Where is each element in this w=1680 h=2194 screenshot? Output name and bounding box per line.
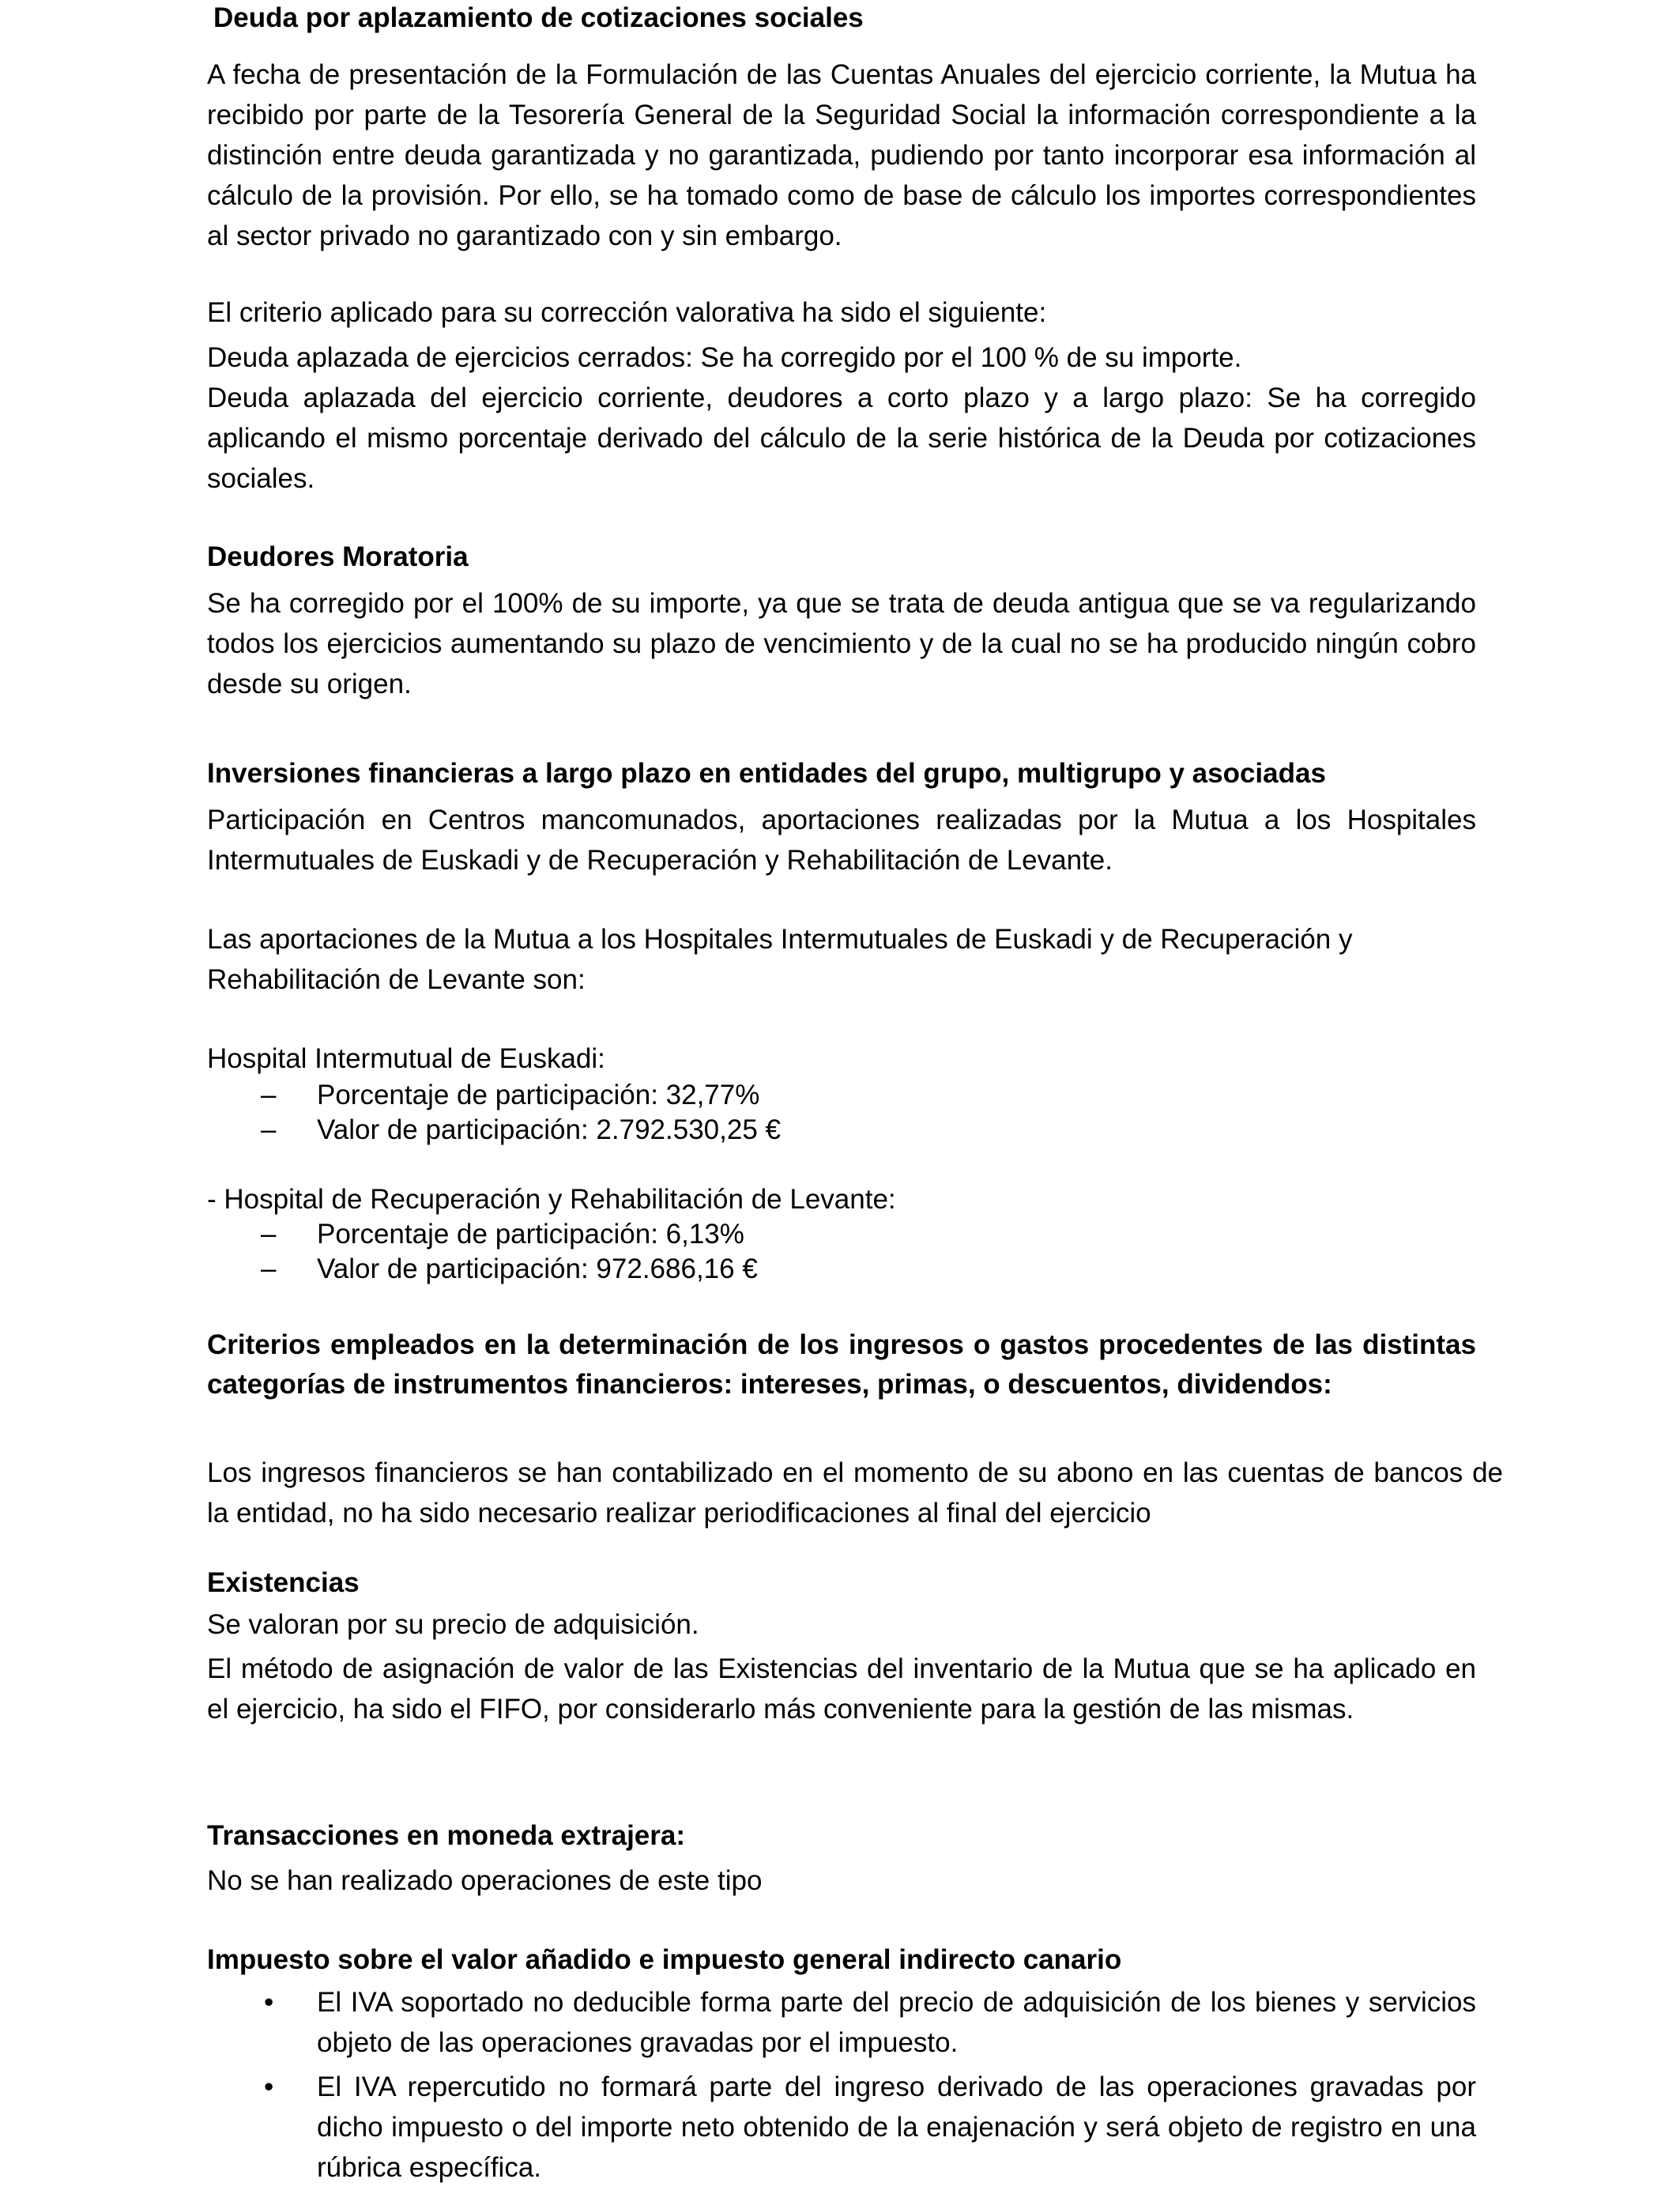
section-title: Impuesto sobre el valor añadido e impuesto general indirecto canario bbox=[207, 1944, 1122, 1975]
hospital2-list bbox=[207, 1217, 1492, 1287]
hospital-name: Hospital Intermutual de Euskadi: bbox=[207, 1043, 605, 1074]
paragraph: Deuda aplazada de ejercicios cerrados: Se ha corregido por el 100 % de su importe. bbox=[207, 342, 1242, 373]
section-title: Deuda por aplazamiento de cotizaciones sociales bbox=[213, 2, 864, 33]
paragraph: El criterio aplicado para su corrección valorativa ha sido el siguiente: bbox=[207, 297, 1047, 328]
list-item: – Porcentaje de participación: 32,77% bbox=[207, 1078, 1492, 1113]
list-item: – Valor de participación: 972.686,16 € bbox=[207, 1252, 1492, 1287]
hospital-name: - Hospital de Recuperación y Rehabilitación de Levante: bbox=[207, 1184, 896, 1215]
section-title: Deudores Moratoria bbox=[207, 541, 469, 572]
section-title: Criterios empleados en la determinación de los ingresos o gastos procedentes de las distintas categorías de instrumentos financieros: intereses, primas, o descuentos, dividendos: bbox=[207, 1329, 1476, 1400]
paragraph: A fecha de presentación de la Formulación de las Cuentas Anuales del ejercicio corriente, la Mutua ha recibido por parte de la Tesorería General de la Seguridad Social la información correspondiente a la distinción entre deuda garantizada y no garantizada, pudiendo por tanto incorporar esa información al cálculo de la provisión. Por ello, se ha tomado como de base de cálculo los importes correspondientes al sector privado no garantizado con y sin embargo. bbox=[207, 59, 1476, 251]
section-title: Transacciones en moneda extrajera: bbox=[207, 1820, 685, 1851]
dash-marker: – bbox=[261, 1219, 277, 1250]
section-title: Existencias bbox=[207, 1567, 360, 1598]
dash-marker: – bbox=[261, 1114, 277, 1145]
bullet-marker: • bbox=[264, 2071, 274, 2102]
hospital1-list bbox=[207, 1078, 1492, 1148]
list-item: • El IVA repercutido no formará parte del ingreso derivado de las operaciones gravadas por dicho impuesto o del importe neto obtenido de la enajenación y será objeto de registro en una rúbrica específica. bbox=[207, 2067, 1476, 2188]
list-item: – Porcentaje de participación: 6,13% bbox=[207, 1217, 1492, 1252]
paragraph: Los ingresos financieros se han contabilizado en el momento de su abono en las cuentas de bancos de la entidad, no ha sido necesario realizar periodificaciones al final del ejercicio bbox=[207, 1457, 1503, 1529]
paragraph: Deuda aplazada del ejercicio corriente, deudores a corto plazo y a largo plazo: Se ha corregido aplicando el mismo porcentaje derivado del cálculo de la serie histórica de la Deuda por cotizaciones sociales. bbox=[207, 383, 1476, 494]
paragraph: El método de asignación de valor de las Existencias del inventario de la Mutua que se ha aplicado en el ejercicio, ha sido el FIFO, por considerarlo más conveniente para la gestión de las mismas. bbox=[207, 1653, 1476, 1725]
impuesto-list bbox=[207, 1982, 1476, 2188]
paragraph: Las aportaciones de la Mutua a los Hospitales Intermutuales de Euskadi y de Recuperación y Rehabilitación de Levante son: bbox=[207, 924, 1353, 995]
paragraph: Se ha corregido por el 100% de su importe, ya que se trata de deuda antigua que se va regularizando todos los ejercicios aumentando su plazo de vencimiento y de la cual no se ha producido ningún cobro desde su origen. bbox=[207, 588, 1476, 699]
list-item: • El IVA soportado no deducible forma parte del precio de adquisición de los bienes y servicios objeto de las operaciones gravadas por el impuesto. bbox=[207, 1982, 1476, 2063]
paragraph: No se han realizado operaciones de este tipo bbox=[207, 1865, 763, 1896]
section-title: Inversiones financieras a largo plazo en entidades del grupo, multigrupo y asociadas bbox=[207, 758, 1326, 789]
paragraph: Se valoran por su precio de adquisición. bbox=[207, 1609, 699, 1640]
list-item: – Valor de participación: 2.792.530,25 € bbox=[207, 1113, 1492, 1148]
paragraph: Participación en Centros mancomunados, aportaciones realizadas por la Mutua a los Hospitales Intermutuales de Euskadi y de Recuperación y Rehabilitación de Levante. bbox=[207, 805, 1476, 876]
dash-marker: – bbox=[261, 1253, 277, 1284]
dash-marker: – bbox=[261, 1080, 277, 1110]
bullet-marker: • bbox=[264, 1987, 274, 2018]
